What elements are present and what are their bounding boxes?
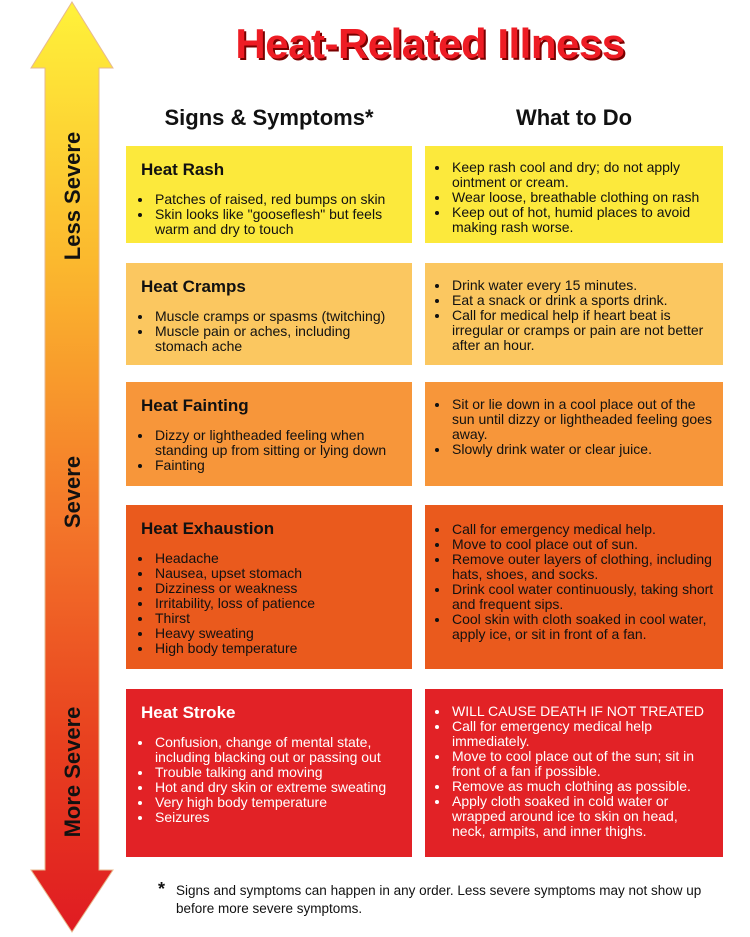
card-heat-fainting-actions xyxy=(425,382,723,486)
card-heat-rash-symptoms xyxy=(126,146,412,243)
action-item: • Slowly drink water or clear juice. xyxy=(450,442,715,457)
severity-arrow xyxy=(0,0,118,937)
symptom-list xyxy=(139,428,402,473)
illness-name: Heat Cramps xyxy=(141,277,246,296)
symptom-item: • Irritability, loss of patience xyxy=(153,596,402,611)
symptom-item: • Thirst xyxy=(153,611,402,626)
symptom-list xyxy=(139,309,402,354)
card-heat-rash-actions xyxy=(425,146,723,243)
action-item: • Move to cool place out of sun. xyxy=(450,537,715,552)
illness-name: Heat Fainting xyxy=(141,396,249,415)
card-heat-exhaustion-actions xyxy=(425,505,723,669)
illness-name: Heat Stroke xyxy=(141,703,236,722)
card-heat-stroke-symptoms xyxy=(126,689,412,857)
action-item: • Apply cloth soaked in cold water or wrapped around ice to skin on head, neck, armpits, and inner thighs. xyxy=(450,794,715,839)
action-item: • Keep out of hot, humid places to avoid making rash worse. xyxy=(450,205,715,235)
symptom-item: • Dizzy or lightheaded feeling when standing up from sitting or lying down xyxy=(153,428,402,458)
action-item: • Remove as much clothing as possible. xyxy=(450,779,715,794)
symptom-list xyxy=(139,551,402,656)
symptom-list xyxy=(139,735,402,825)
action-list xyxy=(436,278,715,353)
symptom-item: • Seizures xyxy=(153,810,402,825)
card-heat-fainting-symptoms xyxy=(126,382,412,486)
action-item: • Drink cool water continuously, taking short and frequent sips. xyxy=(450,582,715,612)
symptom-item: • Hot and dry skin or extreme sweating xyxy=(153,780,402,795)
action-list xyxy=(436,397,715,457)
symptom-item: • Skin looks like "gooseflesh" but feels warm and dry to touch xyxy=(153,207,402,237)
action-item: • Call for emergency medical help immediately. xyxy=(450,719,715,749)
page-title: Heat-Related Illness xyxy=(235,20,625,67)
action-item: • Move to cool place out of the sun; sit in front of a fan if possible. xyxy=(450,749,715,779)
symptom-item: • High body temperature xyxy=(153,641,402,656)
card-heat-cramps-symptoms xyxy=(126,263,412,365)
symptom-item: • Heavy sweating xyxy=(153,626,402,641)
action-item: • Eat a snack or drink a sports drink. xyxy=(450,293,715,308)
action-item: • Wear loose, breathable clothing on rash xyxy=(450,190,715,205)
illness-name: Heat Rash xyxy=(141,160,225,179)
symptom-item: • Dizziness or weakness xyxy=(153,581,402,596)
severity-label-more: More Severe xyxy=(60,706,85,838)
card-heat-exhaustion-symptoms xyxy=(126,505,412,669)
footnote-text: Signs and symptoms can happen in any order. Less severe symptoms may not show up before more severe symptoms. xyxy=(176,883,702,916)
footnote-marker: * xyxy=(158,879,166,899)
severity-label-less: Less Severe xyxy=(60,131,85,261)
symptom-item: • Headache xyxy=(153,551,402,566)
action-list xyxy=(436,522,715,642)
card-heat-stroke-actions xyxy=(425,689,723,857)
action-item: • WILL CAUSE DEATH IF NOT TREATED xyxy=(450,704,715,719)
column-header-actions: What to Do xyxy=(515,105,633,130)
severity-label-severe: Severe xyxy=(60,455,85,529)
symptom-item: • Confusion, change of mental state, including blacking out or passing out xyxy=(153,735,402,765)
symptom-item: • Muscle pain or aches, including stomach ache xyxy=(153,324,402,354)
footnote xyxy=(158,879,733,918)
action-item: • Call for medical help if heart beat is irregular or cramps or pain are not better after an hour. xyxy=(450,308,715,353)
card-heat-cramps-actions xyxy=(425,263,723,365)
symptom-item: • Muscle cramps or spasms (twitching) xyxy=(153,309,402,324)
column-header-symptoms: Signs & Symptoms* xyxy=(164,105,374,130)
action-item: • Keep rash cool and dry; do not apply ointment or cream. xyxy=(450,160,715,190)
symptom-item: • Very high body temperature xyxy=(153,795,402,810)
illness-name: Heat Exhaustion xyxy=(141,519,275,538)
symptom-item: • Nausea, upset stomach xyxy=(153,566,402,581)
action-list xyxy=(436,704,715,839)
symptom-item: • Trouble talking and moving xyxy=(153,765,402,780)
action-item: • Remove outer layers of clothing, including hats, shoes, and socks. xyxy=(450,552,715,582)
action-list xyxy=(436,160,715,235)
symptom-item: • Patches of raised, red bumps on skin xyxy=(153,192,402,207)
symptom-list xyxy=(139,192,402,237)
action-item: • Drink water every 15 minutes. xyxy=(450,278,715,293)
symptom-item: • Fainting xyxy=(153,458,402,473)
action-item: • Cool skin with cloth soaked in cool water, apply ice, or sit in front of a fan. xyxy=(450,612,715,642)
action-item: • Sit or lie down in a cool place out of the sun until dizzy or lightheaded feeling goes away. xyxy=(450,397,715,442)
action-item: • Call for emergency medical help. xyxy=(450,522,715,537)
